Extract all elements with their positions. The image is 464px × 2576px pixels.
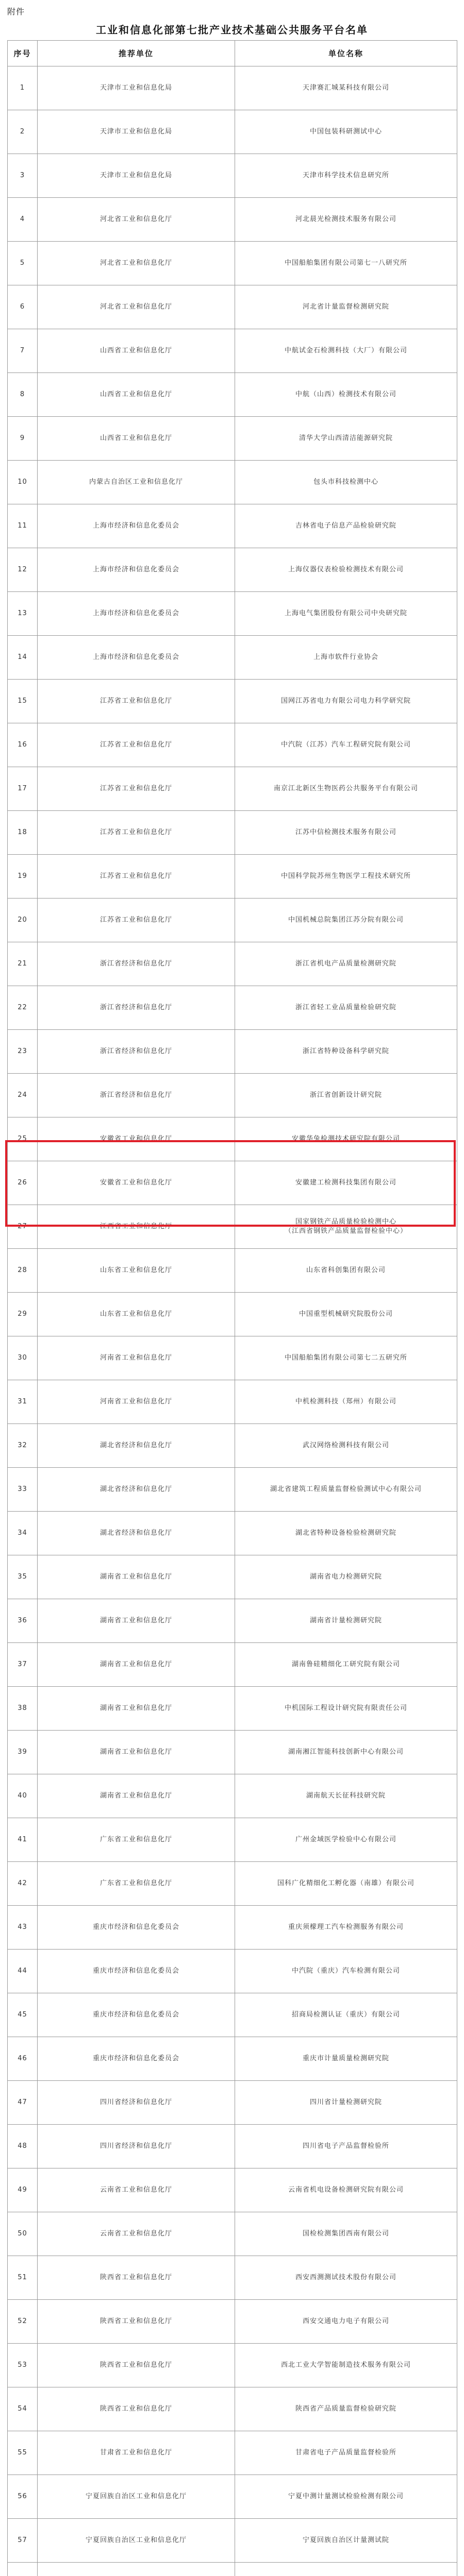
row-recommender: 河南省工业和信息化厅 xyxy=(38,1380,235,1424)
row-recommender: 湖南省工业和信息化厅 xyxy=(38,1643,235,1687)
row-number: 1 xyxy=(8,66,38,110)
row-unit: 云南省机电设备检测研究院有限公司 xyxy=(235,2168,457,2212)
table-row xyxy=(8,1731,457,1774)
header-no: 序号 xyxy=(8,41,38,66)
table-row xyxy=(8,1424,457,1468)
row-unit: 中国科学院苏州生物医学工程技术研究所 xyxy=(235,855,457,899)
row-number: 54 xyxy=(8,2387,38,2431)
table-row xyxy=(8,2300,457,2344)
table-row xyxy=(8,942,457,986)
table-row xyxy=(8,723,457,767)
row-number: 39 xyxy=(8,1731,38,1774)
row-recommender: 江苏省工业和信息化厅 xyxy=(38,811,235,855)
row-number: 41 xyxy=(8,1818,38,1862)
table-row xyxy=(8,2431,457,2475)
table-row xyxy=(8,1293,457,1336)
table-row xyxy=(8,1205,457,1249)
row-recommender: 四川省经济和信息化厅 xyxy=(38,2125,235,2168)
row-unit: 国检检测集团西南有限公司 xyxy=(235,2212,457,2256)
row-unit: 安徽建工检测科技集团有限公司 xyxy=(235,1161,457,1205)
row-unit: 中航（山西）检测技术有限公司 xyxy=(235,373,457,417)
row-recommender: 四川省经济和信息化厅 xyxy=(38,2081,235,2125)
row-recommender xyxy=(38,2563,235,2576)
row-recommender: 江苏省工业和信息化厅 xyxy=(38,855,235,899)
row-recommender: 浙江省经济和信息化厅 xyxy=(38,942,235,986)
row-recommender: 湖南省工业和信息化厅 xyxy=(38,1687,235,1731)
row-number: 27 xyxy=(8,1205,38,1249)
table-row xyxy=(8,2256,457,2300)
row-number: 37 xyxy=(8,1643,38,1687)
row-number: 8 xyxy=(8,373,38,417)
table-row xyxy=(8,1599,457,1643)
row-unit: 吉林省电子信息产品检验研究院 xyxy=(235,504,457,548)
row-recommender: 湖北省经济和信息化厅 xyxy=(38,1512,235,1555)
row-recommender: 江苏省工业和信息化厅 xyxy=(38,767,235,811)
row-number: 45 xyxy=(8,1993,38,2037)
table-row xyxy=(8,1862,457,1906)
row-recommender: 浙江省经济和信息化厅 xyxy=(38,1074,235,1117)
row-number: 10 xyxy=(8,461,38,504)
row-number: 12 xyxy=(8,548,38,592)
row-unit: 中汽院（重庆）汽车检测有限公司 xyxy=(235,1950,457,1993)
row-unit: 江苏中信检测技术服务有限公司 xyxy=(235,811,457,855)
table-row xyxy=(8,1249,457,1293)
row-recommender: 河北省工业和信息化厅 xyxy=(38,198,235,242)
row-number: 46 xyxy=(8,2037,38,2081)
table-header-row xyxy=(8,41,457,66)
row-recommender: 甘肃省工业和信息化厅 xyxy=(38,2431,235,2475)
table-row xyxy=(8,1906,457,1950)
row-recommender: 湖南省工业和信息化厅 xyxy=(38,1555,235,1599)
table-row xyxy=(8,1818,457,1862)
row-number: 53 xyxy=(8,2344,38,2387)
table-row xyxy=(8,329,457,373)
row-recommender: 广东省工业和信息化厅 xyxy=(38,1818,235,1862)
row-number: 34 xyxy=(8,1512,38,1555)
header-unit: 单位名称 xyxy=(235,41,457,66)
table-row xyxy=(8,417,457,461)
row-number: 30 xyxy=(8,1336,38,1380)
row-number: 43 xyxy=(8,1906,38,1950)
row-unit: 浙江省特种设备科学研究院 xyxy=(235,1030,457,1074)
row-number: 16 xyxy=(8,723,38,767)
table-row xyxy=(8,986,457,1030)
row-number: 29 xyxy=(8,1293,38,1336)
row-unit: 上海电气集团股份有限公司中央研究院 xyxy=(235,592,457,636)
row-recommender: 山西省工业和信息化厅 xyxy=(38,329,235,373)
row-number: 22 xyxy=(8,986,38,1030)
row-number: 18 xyxy=(8,811,38,855)
row-number: 42 xyxy=(8,1862,38,1906)
row-unit: 浙江省轻工业品质量检验研究院 xyxy=(235,986,457,1030)
row-recommender: 湖北省经济和信息化厅 xyxy=(38,1424,235,1468)
row-unit: 南京江北新区生物医药公共服务平台有限公司 xyxy=(235,767,457,811)
row-unit: 中汽院（江苏）汽车工程研究院有限公司 xyxy=(235,723,457,767)
row-recommender: 山西省工业和信息化厅 xyxy=(38,373,235,417)
row-number: 32 xyxy=(8,1424,38,1468)
table-row xyxy=(8,2475,457,2519)
row-unit: 国家钢铁产品质量检验检测中心 （江西省钢铁产品质量监督检验中心） xyxy=(235,1205,457,1249)
table-row xyxy=(8,1030,457,1074)
table-row xyxy=(8,680,457,723)
row-unit: 招商局检测认证（重庆）有限公司 xyxy=(235,1993,457,2037)
table-row xyxy=(8,1161,457,1205)
row-recommender: 湖南省工业和信息化厅 xyxy=(38,1731,235,1774)
row-number: 4 xyxy=(8,198,38,242)
row-number: 2 xyxy=(8,110,38,154)
row-number: 24 xyxy=(8,1074,38,1117)
row-recommender: 云南省工业和信息化厅 xyxy=(38,2168,235,2212)
row-recommender: 陕西省工业和信息化厅 xyxy=(38,2387,235,2431)
row-unit: 中国包装科研测试中心 xyxy=(235,110,457,154)
table-row xyxy=(8,2563,457,2576)
row-recommender: 重庆市经济和信息化委员会 xyxy=(38,1993,235,2037)
row-number: 33 xyxy=(8,1468,38,1512)
row-number: 31 xyxy=(8,1380,38,1424)
row-number: 3 xyxy=(8,154,38,198)
row-unit: 湖南湘江智能科技创新中心有限公司 xyxy=(235,1731,457,1774)
table-row xyxy=(8,2212,457,2256)
table-row xyxy=(8,504,457,548)
row-recommender: 上海市经济和信息化委员会 xyxy=(38,504,235,548)
row-unit: 河北省计量监督检测研究院 xyxy=(235,285,457,329)
row-unit: 天津赛汇城某科技有限公司 xyxy=(235,66,457,110)
row-number: 47 xyxy=(8,2081,38,2125)
row-number: 57 xyxy=(8,2519,38,2563)
row-unit: 宁夏回族自治区计量测试院 xyxy=(235,2519,457,2563)
row-recommender: 河北省工业和信息化厅 xyxy=(38,242,235,285)
row-recommender: 重庆市经济和信息化委员会 xyxy=(38,1906,235,1950)
row-number: 14 xyxy=(8,636,38,680)
table-row xyxy=(8,2519,457,2563)
row-recommender: 云南省工业和信息化厅 xyxy=(38,2212,235,2256)
table-row xyxy=(8,592,457,636)
row-unit: 陕西省产品质量监督检验研究院 xyxy=(235,2387,457,2431)
table-row xyxy=(8,110,457,154)
row-recommender: 陕西省工业和信息化厅 xyxy=(38,2256,235,2300)
row-recommender: 江西省工业和信息化厅 xyxy=(38,1205,235,1249)
row-number: 15 xyxy=(8,680,38,723)
table-row xyxy=(8,548,457,592)
row-unit: 山东省科创集团有限公司 xyxy=(235,1249,457,1293)
row-unit: 中机国际工程设计研究院有限责任公司 xyxy=(235,1687,457,1731)
row-recommender: 浙江省经济和信息化厅 xyxy=(38,1030,235,1074)
row-unit: 浙江省创新设计研究院 xyxy=(235,1074,457,1117)
row-unit: 湖南航天长征科技研究院 xyxy=(235,1774,457,1818)
row-unit: 上海市软件行业协会 xyxy=(235,636,457,680)
document-title: 工业和信息化部第七批产业技术基础公共服务平台名单 xyxy=(96,24,368,36)
table-row xyxy=(8,66,457,110)
row-recommender: 湖南省工业和信息化厅 xyxy=(38,1774,235,1818)
platform-list-table xyxy=(7,40,457,2576)
row-unit: 四川省电子产品监督检验所 xyxy=(235,2125,457,2168)
row-recommender: 浙江省经济和信息化厅 xyxy=(38,986,235,1030)
row-number: 23 xyxy=(8,1030,38,1074)
table-row xyxy=(8,1774,457,1818)
row-unit: 湖北省特种设备检验检测研究院 xyxy=(235,1512,457,1555)
row-number: 19 xyxy=(8,855,38,899)
row-number: 35 xyxy=(8,1555,38,1599)
row-recommender: 山东省工业和信息化厅 xyxy=(38,1249,235,1293)
table-row xyxy=(8,1336,457,1380)
row-recommender: 江苏省工业和信息化厅 xyxy=(38,723,235,767)
row-unit: 重庆须檬理工汽车检测服务有限公司 xyxy=(235,1906,457,1950)
row-unit: 西北工业大学智能制造技术服务有限公司 xyxy=(235,2344,457,2387)
table-row xyxy=(8,373,457,417)
row-number: 50 xyxy=(8,2212,38,2256)
row-number: 36 xyxy=(8,1599,38,1643)
table-row xyxy=(8,1643,457,1687)
row-number: 26 xyxy=(8,1161,38,1205)
row-unit: 中国船舶集团有限公司第七一八研究所 xyxy=(235,242,457,285)
row-unit: 湖南鲁硅精细化工研究院有限公司 xyxy=(235,1643,457,1687)
row-number: 28 xyxy=(8,1249,38,1293)
row-recommender: 陕西省工业和信息化厅 xyxy=(38,2344,235,2387)
row-number: 21 xyxy=(8,942,38,986)
row-unit: 天津市科学技术信息研究所 xyxy=(235,154,457,198)
row-unit: 中国机械总院集团江苏分院有限公司 xyxy=(235,899,457,942)
row-unit: 四川省计量检测研究院 xyxy=(235,2081,457,2125)
row-number: 9 xyxy=(8,417,38,461)
row-recommender: 上海市经济和信息化委员会 xyxy=(38,592,235,636)
row-number: 11 xyxy=(8,504,38,548)
row-number: 52 xyxy=(8,2300,38,2344)
row-recommender: 上海市经济和信息化委员会 xyxy=(38,636,235,680)
row-recommender: 河北省工业和信息化厅 xyxy=(38,285,235,329)
row-recommender: 山东省工业和信息化厅 xyxy=(38,1293,235,1336)
row-unit: 西安交通电力电子有限公司 xyxy=(235,2300,457,2344)
table-row xyxy=(8,1993,457,2037)
row-number: 51 xyxy=(8,2256,38,2300)
row-recommender: 江苏省工业和信息化厅 xyxy=(38,680,235,723)
row-unit: 西安西测测试技术股份有限公司 xyxy=(235,2256,457,2300)
table-row xyxy=(8,2081,457,2125)
row-recommender: 天津市工业和信息化局 xyxy=(38,110,235,154)
row-unit xyxy=(235,2563,457,2576)
table-row xyxy=(8,1950,457,1993)
row-recommender: 河南省工业和信息化厅 xyxy=(38,1336,235,1380)
table-row xyxy=(8,2344,457,2387)
row-number: 48 xyxy=(8,2125,38,2168)
row-number: 55 xyxy=(8,2431,38,2475)
row-unit: 宁夏中测计量测试检验检测有限公司 xyxy=(235,2475,457,2519)
row-unit: 国科广化精细化工孵化器（南雄）有限公司 xyxy=(235,1862,457,1906)
row-recommender: 陕西省工业和信息化厅 xyxy=(38,2300,235,2344)
row-number: 44 xyxy=(8,1950,38,1993)
table-row xyxy=(8,636,457,680)
row-number: 5 xyxy=(8,242,38,285)
row-unit: 中机检测科技（郑州）有限公司 xyxy=(235,1380,457,1424)
row-unit: 武汉网络检测科技有限公司 xyxy=(235,1424,457,1468)
row-unit: 湖北省建筑工程质量监督检验测试中心有限公司 xyxy=(235,1468,457,1512)
row-unit: 中国船舶集团有限公司第七二五研究所 xyxy=(235,1336,457,1380)
row-number xyxy=(8,2563,38,2576)
row-unit: 包头市科技检测中心 xyxy=(235,461,457,504)
row-recommender: 重庆市经济和信息化委员会 xyxy=(38,1950,235,1993)
row-unit: 上海仪器仪表检验检测技术有限公司 xyxy=(235,548,457,592)
row-number: 20 xyxy=(8,899,38,942)
table-row xyxy=(8,285,457,329)
row-recommender: 重庆市经济和信息化委员会 xyxy=(38,2037,235,2081)
row-unit: 重庆市计量质量检测研究院 xyxy=(235,2037,457,2081)
table-row xyxy=(8,1074,457,1117)
row-unit: 广州金域医学检验中心有限公司 xyxy=(235,1818,457,1862)
row-recommender: 江苏省工业和信息化厅 xyxy=(38,899,235,942)
table-row xyxy=(8,2387,457,2431)
row-number: 7 xyxy=(8,329,38,373)
row-number: 13 xyxy=(8,592,38,636)
table-row xyxy=(8,1468,457,1512)
row-unit: 浙江省机电产品质量检测研究院 xyxy=(235,942,457,986)
table-row xyxy=(8,1555,457,1599)
row-unit: 河北晨光检测技术服务有限公司 xyxy=(235,198,457,242)
row-recommender: 山西省工业和信息化厅 xyxy=(38,417,235,461)
row-unit: 湖南省电力检测研究院 xyxy=(235,1555,457,1599)
table-row xyxy=(8,1512,457,1555)
table-row xyxy=(8,461,457,504)
table-row xyxy=(8,2037,457,2081)
attachment-label: 附件 xyxy=(7,7,25,16)
row-recommender: 内蒙古自治区工业和信息化厅 xyxy=(38,461,235,504)
row-recommender: 上海市经济和信息化委员会 xyxy=(38,548,235,592)
row-number: 56 xyxy=(8,2475,38,2519)
table-row xyxy=(8,198,457,242)
table-row xyxy=(8,767,457,811)
row-recommender: 广东省工业和信息化厅 xyxy=(38,1862,235,1906)
row-number: 49 xyxy=(8,2168,38,2212)
table-row xyxy=(8,811,457,855)
header-recommender: 推荐单位 xyxy=(38,41,235,66)
table-row xyxy=(8,242,457,285)
row-number: 25 xyxy=(8,1117,38,1161)
table-row xyxy=(8,899,457,942)
row-recommender: 湖北省经济和信息化厅 xyxy=(38,1468,235,1512)
row-recommender: 宁夏回族自治区工业和信息化厅 xyxy=(38,2475,235,2519)
row-recommender: 天津市工业和信息化局 xyxy=(38,66,235,110)
table-row xyxy=(8,855,457,899)
row-number: 6 xyxy=(8,285,38,329)
row-recommender: 安徽省工业和信息化厅 xyxy=(38,1161,235,1205)
row-unit: 中国重型机械研究院股份公司 xyxy=(235,1293,457,1336)
row-recommender: 湖南省工业和信息化厅 xyxy=(38,1599,235,1643)
row-unit: 国网江苏省电力有限公司电力科学研究院 xyxy=(235,680,457,723)
row-unit: 安徽华兔检测技术研究院有限公司 xyxy=(235,1117,457,1161)
table-row xyxy=(8,2125,457,2168)
table-row xyxy=(8,1687,457,1731)
table-row xyxy=(8,2168,457,2212)
row-number: 40 xyxy=(8,1774,38,1818)
row-recommender: 宁夏回族自治区工业和信息化厅 xyxy=(38,2519,235,2563)
table-row xyxy=(8,154,457,198)
row-unit: 甘肃省电子产品质量监督检验所 xyxy=(235,2431,457,2475)
row-recommender: 天津市工业和信息化局 xyxy=(38,154,235,198)
row-unit: 清华大学山西清洁能源研究院 xyxy=(235,417,457,461)
row-unit: 湖南省计量检测研究院 xyxy=(235,1599,457,1643)
row-unit: 中航试金石检测科技（大厂）有限公司 xyxy=(235,329,457,373)
table-row xyxy=(8,1117,457,1161)
table-body xyxy=(8,66,457,2576)
table-row xyxy=(8,1380,457,1424)
row-number: 38 xyxy=(8,1687,38,1731)
row-number: 17 xyxy=(8,767,38,811)
row-recommender: 安徽省工业和信息化厅 xyxy=(38,1117,235,1161)
